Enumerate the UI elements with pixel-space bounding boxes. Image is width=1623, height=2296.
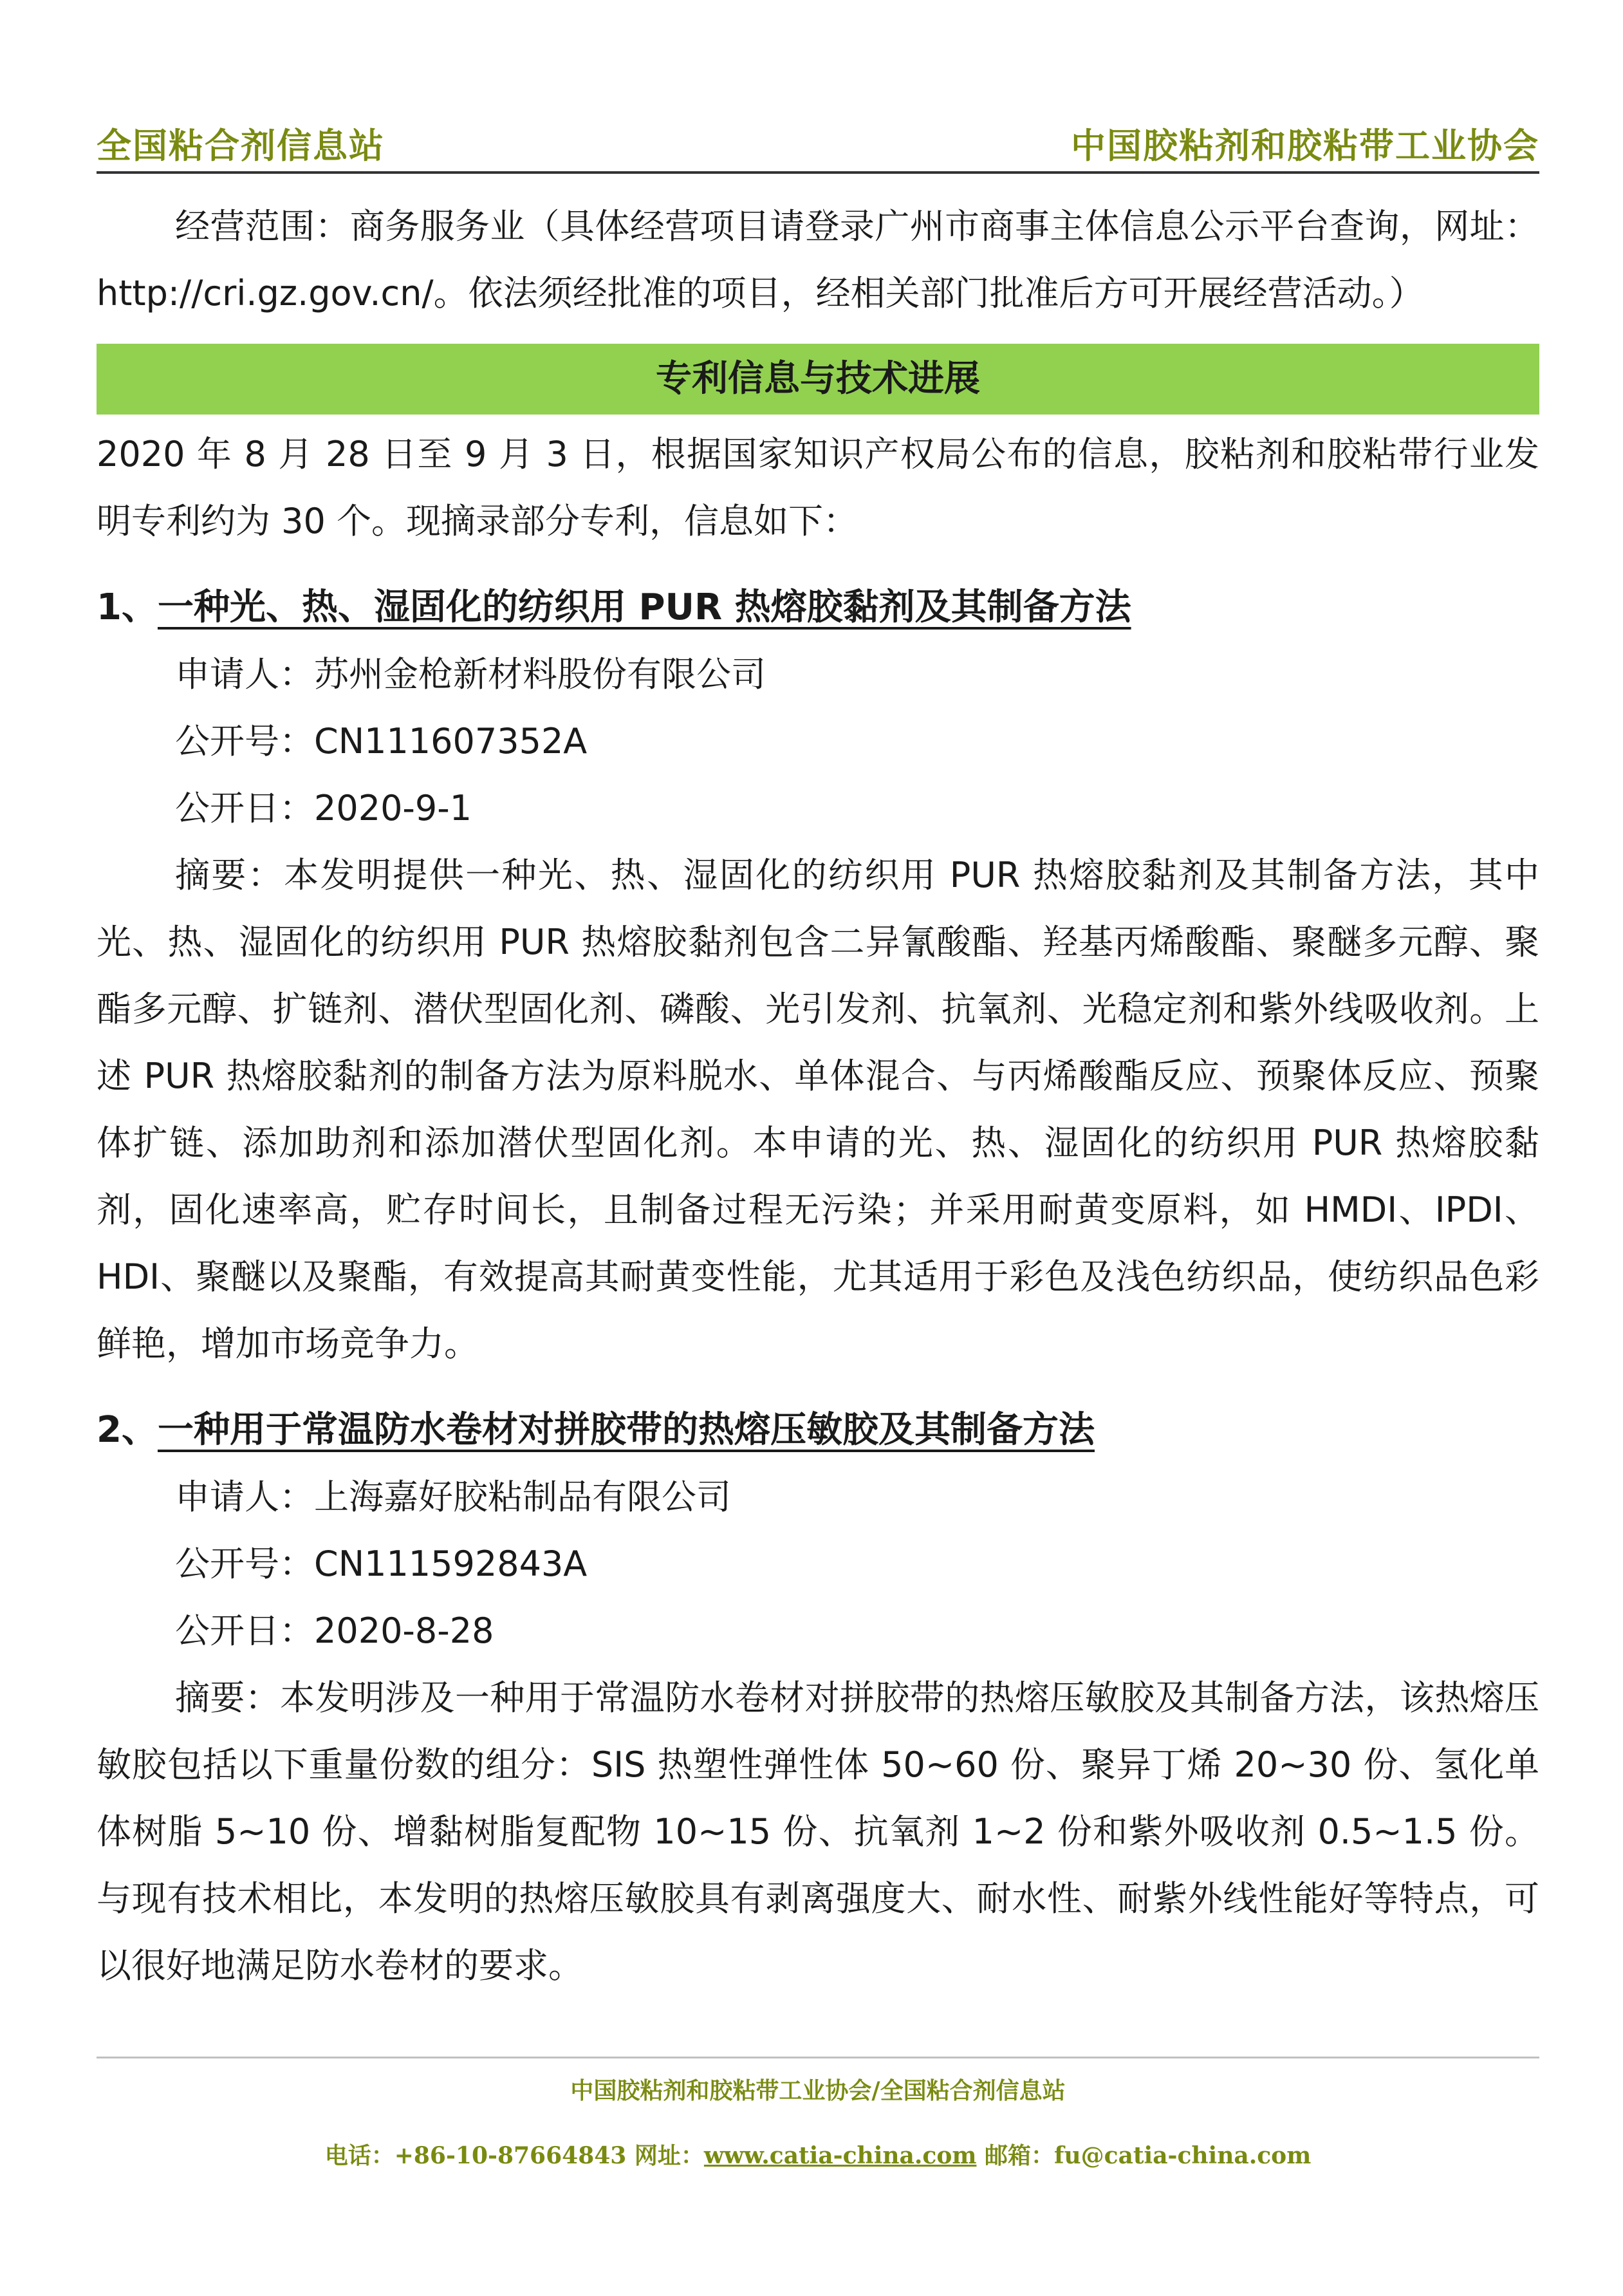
patent-title <box>97 574 1539 641</box>
patent-abstract: 摘要：本发明涉及一种用于常温防水卷材对拼胶带的热熔压敏胶及其制备方法，该热熔压敏胶包括以下重量份数的组分：SIS 热塑性弹性体 50~60 份、聚异丁烯 20~30 份、氢化单体树脂 5~10 份、增黏树脂复配物 10~15 份、抗氧剂 1~2 份和紫外吸收剂 0.5~1.5 份。与现有技术相比，本发明的热熔压敏胶具有剥离强度大、耐水性、耐紫外线性能好等特点，可以很好地满足防水卷材的要求。 <box>97 1677 1539 1986</box>
patent-number: 1、 <box>97 586 158 628</box>
patent-publication-date: 公开日：2020-9-1 <box>175 788 472 828</box>
patent-publication-date: 公开日：2020-8-28 <box>175 1610 494 1651</box>
patent-number: 2、 <box>97 1409 158 1451</box>
footer-email: 邮箱：fu@catia-china.com <box>984 2142 1312 2169</box>
patent-publication-number: 公开号：CN111592843A <box>175 1544 588 1584</box>
patent-abstract: 摘要：本发明提供一种光、热、湿固化的纺织用 PUR 热熔胶黏剂及其制备方法，其中光、热、湿固化的纺织用 PUR 热熔胶黏剂包含二异氰酸酯、羟基丙烯酸酯、聚醚多元醇、聚酯多元醇、扩链剂、潜伏型固化剂、磷酸、光引发剂、抗氧剂、光稳定剂和紫外线吸收剂。上述 PUR 热熔胶黏剂的制备方法为原料脱水、单体混合、与丙烯酸酯反应、预聚体反应、预聚体扩链、添加助剂和添加潜伏型固化剂。本申请的光、热、湿固化的纺织用 PUR 热熔胶黏剂，固化速率高，贮存时间长，且制备过程无污染；并采用耐黄变原料，如 HMDI、IPDI、HDI、聚醚以及聚酯，有效提高其耐黄变性能，尤其适用于彩色及浅色纺织品，使纺织品色彩鲜艳，增加市场竞争力。 <box>97 855 1539 1364</box>
patent-title-text: 一种用于常温防水卷材对拼胶带的热熔压敏胶及其制备方法 <box>157 1409 1095 1451</box>
section-intro-paragraph: 2020 年 8 月 28 日至 9 月 3 日，根据国家知识产权局公布的信息，胶粘剂和胶粘带行业发明专利约为 30 个。现摘录部分专利，信息如下： <box>97 434 1539 541</box>
footer-website-link[interactable]: www.catia-china.com <box>703 2142 977 2169</box>
patent-applicant: 申请人：上海嘉好胶粘制品有限公司 <box>175 1477 731 1517</box>
footer-contact <box>97 2138 1539 2170</box>
patent-title <box>97 1397 1539 1464</box>
business-scope-paragraph: 经营范围：商务服务业（具体经营项目请登录广州市商事主体信息公示平台查询，网址：http://cri.gz.gov.cn/。依法须经批准的项目，经相关部门批准后方可开展经营活动。） <box>97 206 1539 313</box>
header-association-name: 中国胶粘剂和胶粘带工业协会 <box>1071 125 1539 166</box>
header-site-name: 全国粘合剂信息站 <box>97 125 385 166</box>
page-header <box>97 115 1539 174</box>
patent-applicant: 申请人：苏州金枪新材料股份有限公司 <box>175 654 766 695</box>
page-content <box>97 193 1539 1999</box>
patent-publication-number: 公开号：CN111607352A <box>175 721 588 761</box>
page-footer <box>97 2057 1539 2170</box>
patent-entry-1 <box>97 574 1539 1377</box>
section-title-bar: 专利信息与技术进展 <box>97 344 1539 415</box>
patent-title-text: 一种光、热、湿固化的纺织用 PUR 热熔胶黏剂及其制备方法 <box>157 586 1131 628</box>
footer-phone: 电话：+86-10-87664843 <box>324 2142 627 2169</box>
footer-organization: 中国胶粘剂和胶粘带工业协会/全国粘合剂信息站 <box>570 2077 1066 2104</box>
footer-web-label: 网址： <box>634 2142 704 2169</box>
patent-entry-2 <box>97 1397 1539 1999</box>
